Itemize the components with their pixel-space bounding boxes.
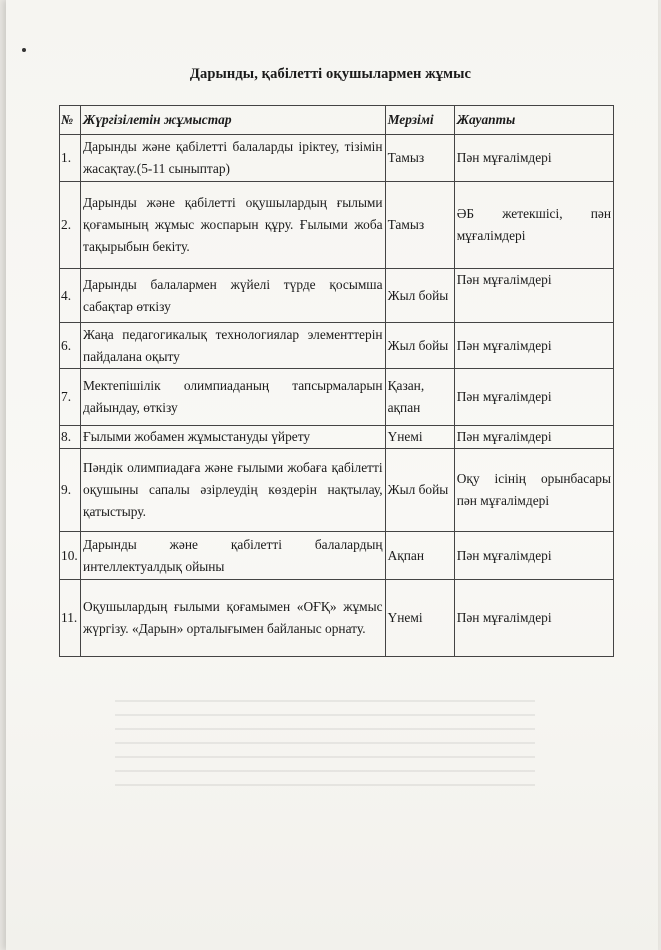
header-number: № (60, 106, 81, 135)
work-plan-table (59, 105, 614, 657)
table-row (60, 426, 614, 449)
row-number: 6. (60, 323, 81, 369)
row-activity: Оқушылардың ғылыми қоғамымен «ОҒҚ» жұмыс жүргізу. «Дарын» орталығымен байланыс орнату. (81, 580, 386, 657)
row-number: 2. (60, 182, 81, 269)
row-deadline: Тамыз (385, 182, 454, 269)
row-activity: Дарынды балалармен жүйелі түрде қосымша сабақтар өткізу (81, 269, 386, 323)
show-through-text (115, 700, 535, 790)
table-row (60, 532, 614, 580)
table-row (60, 323, 614, 369)
row-deadline: Жыл бойы (385, 323, 454, 369)
row-deadline: Тамыз (385, 135, 454, 182)
row-responsible: ӘБ жетекшісі, пән мұғалімдері (454, 182, 613, 269)
ink-dot (22, 48, 26, 52)
row-activity: Ғылыми жобамен жұмыстануды үйрету (81, 426, 386, 449)
row-responsible: Пән мұғалімдері (454, 369, 613, 426)
table-header-row (60, 106, 614, 135)
row-responsible: Пән мұғалімдері (454, 323, 613, 369)
header-deadline: Мерзімі (385, 106, 454, 135)
row-responsible: Пән мұғалімдері (454, 580, 613, 657)
row-number: 7. (60, 369, 81, 426)
row-deadline: Ақпан (385, 532, 454, 580)
row-activity: Мектепішілік олимпиаданың тапсырмаларын дайындау, өткізу (81, 369, 386, 426)
row-deadline: Жыл бойы (385, 269, 454, 323)
row-activity: Дарынды және қабілетті балалардың интеллектуалдық ойыны (81, 532, 386, 580)
row-activity: Дарынды және қабілетті балаларды іріктеу, тізімін жасақтау.(5-11 сыныптар) (81, 135, 386, 182)
table-row (60, 135, 614, 182)
row-number: 1. (60, 135, 81, 182)
row-activity: Пәндік олимпиадаға және ғылыми жобаға қабілетті оқушыны сапалы әзірлеудің көздерін нақтылау, қатыстыру. (81, 449, 386, 532)
header-activities: Жүргізілетін жұмыстар (81, 106, 386, 135)
table-row (60, 369, 614, 426)
row-responsible: Пән мұғалімдері (454, 532, 613, 580)
table-row (60, 449, 614, 532)
row-deadline: Үнемі (385, 580, 454, 657)
row-responsible: Пән мұғалімдері (454, 269, 613, 323)
table-row (60, 182, 614, 269)
row-number: 4. (60, 269, 81, 323)
row-responsible: Пән мұғалімдері (454, 426, 613, 449)
row-deadline: Үнемі (385, 426, 454, 449)
row-number: 11. (60, 580, 81, 657)
table-row (60, 269, 614, 323)
row-activity: Жаңа педагогикалық технологиялар элементтерін пайдалана оқыту (81, 323, 386, 369)
row-number: 10. (60, 532, 81, 580)
document-title: Дарынды, қабілетті оқушылармен жұмыс (189, 66, 472, 82)
row-deadline: Қазан, ақпан (385, 369, 454, 426)
row-deadline: Жыл бойы (385, 449, 454, 532)
row-responsible: Оқу ісінің орынбасары пән мұғалімдері (454, 449, 613, 532)
table-row (60, 580, 614, 657)
row-number: 8. (60, 426, 81, 449)
row-number: 9. (60, 449, 81, 532)
header-responsible: Жауапты (454, 106, 613, 135)
row-activity: Дарынды және қабілетті оқушылардың ғылыми қоғамының жұмыс жоспарын құру. Ғылыми жоба тақырыбын бекіту. (81, 182, 386, 269)
row-responsible: Пән мұғалімдері (454, 135, 613, 182)
